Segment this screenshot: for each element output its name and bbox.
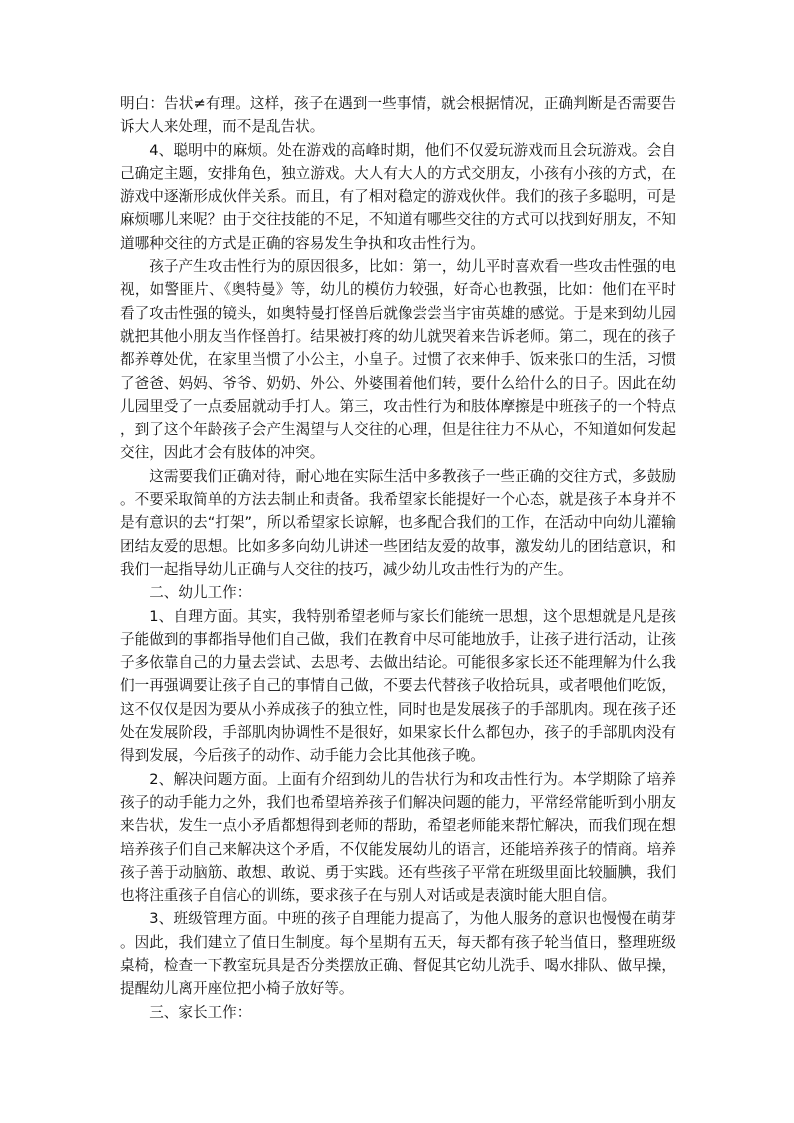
paragraph-problem-solving: 2、解决问题方面。上面有介绍到幼儿的告状行为和攻击性行为。本学期除了培养孩子的动手能力之外，我们也希望培养孩子们解决问题的能力，平常经常能听到小朋友来告状，发生一点小矛盾都想得到老师的帮助，希望老师能来帮忙解决，而我们现在想培养孩子们自己来解决这个矛盾，不仅能发展幼儿的语言，还能培养孩子的情商。培养孩子善于动脑筋、敢想、敢说、勇于实践。还有些孩子平常在班级里面比较腼腆，我们也将注重孩子自信心的训练，要求孩子在与别人对话或是表演时能大胆自信。 [120,770,676,905]
document-page [120,92,676,1024]
paragraph-continuation: 明白：告状≠有理。这样，孩子在遇到一些事情，就会根据情况，正确判断是否需要告诉大人来处理，而不是乱告状。 [120,95,676,136]
paragraph-self-care: 1、自理方面。其实，我特别希望老师与家长们能统一思想，这个思想就是凡是孩子能做到的事都指导他们自己做，我们在教育中尽可能地放手，让孩子进行活动，让孩子多依靠自己的力量去尝试、去思考、去做出结论。可能很多家长还不能理解为什么我们一再强调要让孩子自己的事情自己做，不要去代替孩子收拾玩具，或者喂他们吃饭，这不仅仅是因为要从小养成孩子的独立性，同时也是发展孩子的手部肌肉。现在孩子还处在发展阶段，手部肌肉协调性不是很好，如果家长什么都包办，孩子的手部肌肉没有得到发展，今后孩子的动作、动手能力会比其他孩子晚。 [120,607,676,765]
paragraph-correct-handling: 这需要我们正确对待，耐心地在实际生活中多教孩子一些正确的交往方式，多鼓励。不要采取简单的方法去制止和责备。我希望家长能提好一个心态，就是孩子本身并不是有意识的去“打架”，所以希望家长谅解，也多配合我们的工作，在活动中向幼儿灌输团结友爱的思想。比如多多向幼儿讲述一些团结友爱的故事，激发幼儿的团结意识，和我们一起指导幼儿正确与人交往的技巧，减少幼儿攻击性行为的产生。 [120,467,676,578]
paragraph-aggression-causes: 孩子产生攻击性行为的原因很多，比如：第一，幼儿平时喜欢看一些攻击性强的电视，如警匪片、《奥特曼》等，幼儿的模仿力较强，好奇心也教强，比如：他们在平时看了攻击性强的镜头，如奥特曼打怪兽后就像尝尝当宇宙英雄的感觉。于是来到幼儿园就把其他小朋友当作怪兽打。结果被打疼的幼儿就哭着来告诉老师。第二，现在的孩子都养尊处优，在家里当惯了小公主，小皇子。过惯了衣来伸手、饭来张口的生活，习惯了爸爸、妈妈、爷爷、奶奶、外公、外婆围着他们转，要什么给什么的日子。因此在幼儿园里受了一点委屈就动手打人。第三，攻击性行为和肢体摩擦是中班孩子的一个特点，到了这个年龄孩子会产生渴望与人交往的心理，但是往往力不从心，不知道如何发起交往，因此才会有肢体的冲突。 [120,258,676,462]
paragraph-class-management: 3、班级管理方面。中班的孩子自理能力提高了，为他人服务的意识也慢慢在萌芽。因此，我们建立了值日生制度。每个星期有五天，每天都有孩子轮当值日，整理班级桌椅，检查一下教室玩具是否分类摆放正确、督促其它幼儿洗手、喝水排队、做早操，提醒幼儿离开座位把小椅子放好等。 [120,910,676,998]
section-heading-child-work: 二、幼儿工作： [149,584,252,602]
paragraph-point-4: 4、聪明中的麻烦。处在游戏的高峰时期，他们不仅爱玩游戏而且会玩游戏。会自己确定主题，安排角色，独立游戏。大人有大人的方式交朋友，小孩有小孩的方式，在游戏中逐渐形成伙伴关系。而且，有了相对稳定的游戏伙伴。我们的孩子多聪明，可是麻烦哪儿来呢？由于交往技能的不足，不知道有哪些交往的方式可以找到好朋友，不知道哪种交往的方式是正确的容易发生争执和攻击性行为。 [120,141,676,252]
section-heading-parent-work: 三、家长工作： [149,1003,252,1021]
